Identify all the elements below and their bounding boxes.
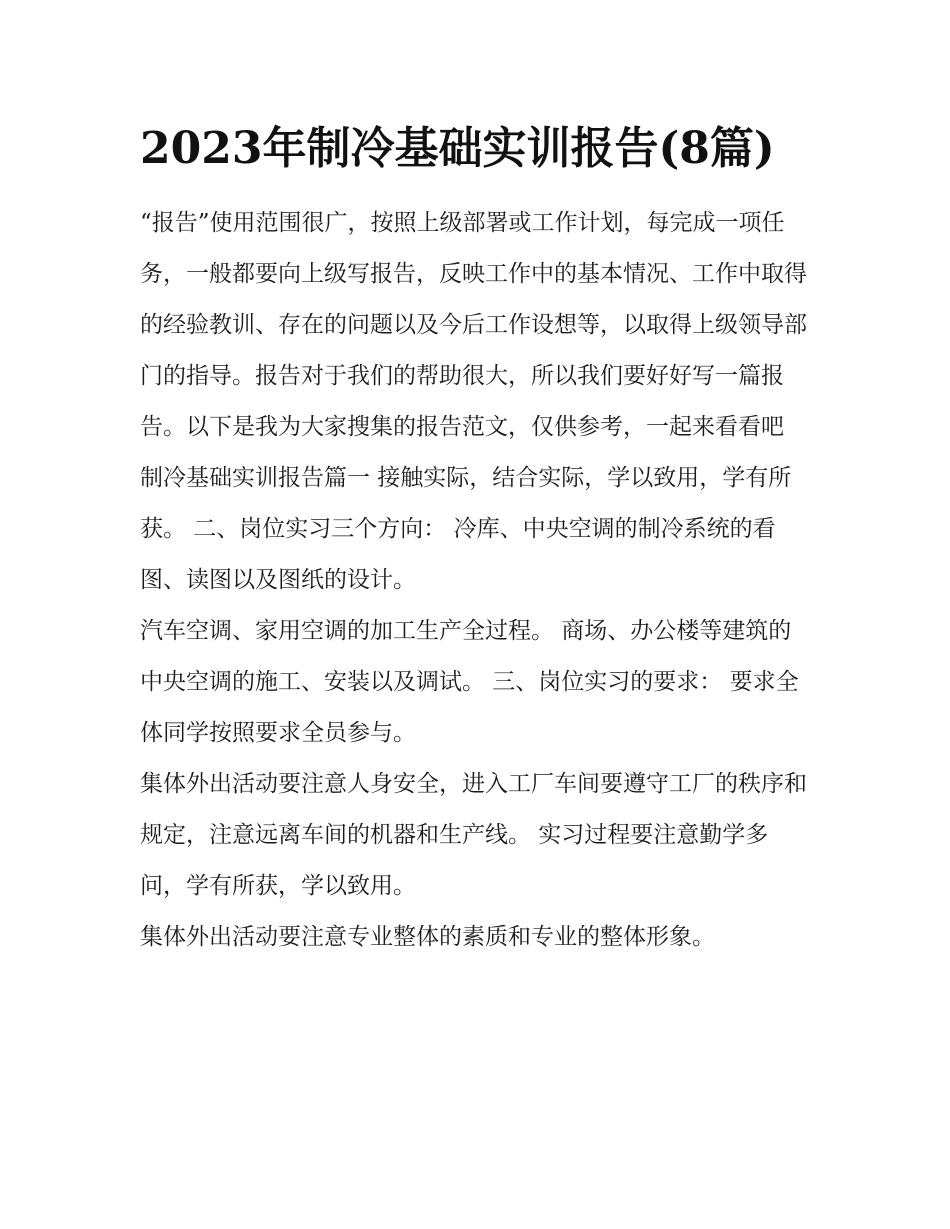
- document-body: [140, 118, 812, 963]
- body-paragraph-1: 制冷基础实训报告篇一 接触实际，结合实际，学以致用，学有所获。 二、岗位实习三个方向： 冷库、中央空调的制冷系统的看图、读图以及图纸的设计。: [140, 465, 792, 593]
- intro-paragraph: “报告”使用范围很广，按照上级部署或工作计划，每完成一项任务，一般都要向上级写报告，反映工作中的基本情况、工作中取得的经验教训、存在的问题以及今后工作设想等，以取得上级领导部门的指导。报告对于我们的帮助很大，所以我们要好好写一篇报告。以下是我为大家搜集的报告范文，仅供参考，一起来看看吧: [140, 210, 807, 440]
- document-title: 2023年制冷基础实训报告(8篇): [140, 123, 775, 174]
- body-paragraph-3: 集体外出活动要注意人身安全，进入工厂车间要遵守工厂的秩序和规定，注意远离车间的机器和生产线。 实习过程要注意勤学多问，学有所获，学以致用。: [140, 771, 807, 899]
- body-paragraph-4: 集体外出活动要注意专业整体的素质和专业的整体形象。: [140, 924, 715, 950]
- body-paragraph-2: 汽车空调、家用空调的加工生产全过程。 商场、办公楼等建筑的中央空调的施工、安装以及调试。 三、岗位实习的要求： 要求全体同学按照要求全员参与。: [140, 618, 799, 746]
